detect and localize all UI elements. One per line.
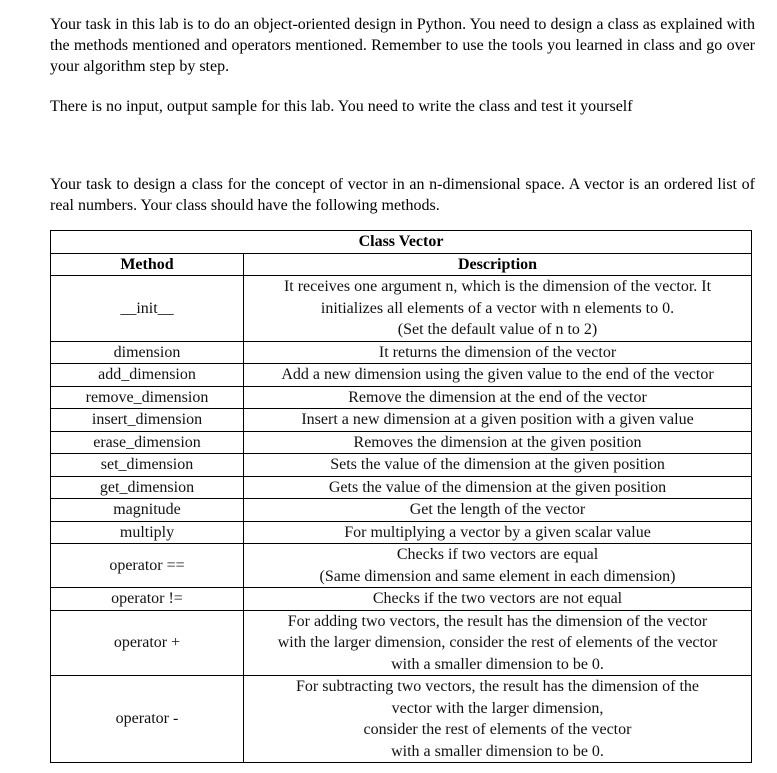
- table-row: [51, 499, 752, 522]
- table-row: [51, 276, 752, 342]
- method-name-cell: __init__: [51, 276, 244, 342]
- description-line: with a smaller dimension to be 0.: [391, 655, 604, 673]
- method-description-cell: [244, 409, 752, 432]
- table-row: [51, 676, 752, 763]
- table-row: [51, 386, 752, 409]
- method-name-cell: operator !=: [51, 588, 244, 611]
- table-row: [51, 431, 752, 454]
- method-description-cell: [244, 364, 752, 387]
- table-row: [51, 409, 752, 432]
- description-line: For adding two vectors, the result has the dimension of the vector: [287, 612, 708, 630]
- method-name-cell: get_dimension: [51, 476, 244, 499]
- description-line: Insert a new dimension at a given position with a given value: [301, 411, 694, 428]
- description-line: For subtracting two vectors, the result has the dimension of the: [295, 678, 700, 695]
- description-line: It returns the dimension of the vector: [378, 343, 617, 361]
- table-caption-row: [51, 231, 752, 254]
- method-description-cell: [244, 476, 752, 499]
- method-description-cell: [244, 499, 752, 522]
- method-name-cell: remove_dimension: [51, 386, 244, 409]
- method-description-cell: [244, 676, 752, 763]
- method-description-cell: [244, 341, 752, 364]
- intro-paragraph-3: Your task to design a class for the concept of vector in an n-dimensional space. A vector is an ordered list of real numbers. Your class should have the following methods.: [50, 176, 755, 214]
- table-row: [51, 521, 752, 544]
- method-description-cell: [244, 276, 752, 342]
- description-line: consider the rest of elements of the vector: [363, 721, 632, 738]
- intro-paragraph-1: Your task in this lab is to do an object-oriented design in Python. You need to design a class as explained with the methods mentioned and operators mentioned. Remember to use the tools you learned in class and go over your algorithm step by step.: [50, 16, 755, 75]
- description-line: (Set the default value of n to 2): [397, 321, 598, 338]
- method-description-cell: [244, 521, 752, 544]
- table-row: [51, 476, 752, 499]
- description-line: Removes the dimension at the given position: [353, 433, 642, 451]
- description-line: Sets the value of the dimension at the given position: [330, 456, 665, 473]
- description-line: Checks if two vectors are equal: [396, 546, 599, 563]
- method-name-cell: magnitude: [51, 499, 244, 522]
- description-line: with a smaller dimension to be 0.: [391, 742, 604, 760]
- description-line: Add a new dimension using the given value to the end of the vector: [281, 366, 714, 383]
- description-line: Remove the dimension at the end of the vector: [348, 388, 647, 406]
- method-name-cell: operator -: [51, 676, 244, 763]
- method-description-cell: [244, 386, 752, 409]
- method-name-cell: dimension: [51, 341, 244, 364]
- class-vector-table: [50, 230, 752, 763]
- table-header-row: [51, 253, 752, 276]
- description-line: For multiplying a vector by a given scalar value: [344, 523, 651, 541]
- description-line: (Same dimension and same element in each dimension): [319, 567, 676, 585]
- description-line: Get the length of the vector: [409, 501, 586, 518]
- header-description: Description: [244, 253, 752, 276]
- description-line: with the larger dimension, consider the rest of elements of the vector: [277, 634, 718, 651]
- description-line: vector with the larger dimension,: [391, 699, 604, 717]
- method-name-cell: operator ==: [51, 544, 244, 588]
- intro-paragraph-2: There is no input, output sample for this lab. You need to write the class and test it yourself: [50, 98, 633, 115]
- method-description-cell: [244, 610, 752, 676]
- table-row: [51, 364, 752, 387]
- header-method: Method: [51, 253, 244, 276]
- method-name-cell: multiply: [51, 521, 244, 544]
- method-name-cell: erase_dimension: [51, 431, 244, 454]
- method-description-cell: [244, 454, 752, 477]
- method-description-cell: [244, 544, 752, 588]
- description-line: Checks if the two vectors are not equal: [372, 590, 623, 607]
- table-row: [51, 454, 752, 477]
- table-row: [51, 610, 752, 676]
- method-name-cell: set_dimension: [51, 454, 244, 477]
- description-line: It receives one argument n, which is the dimension of the vector. It: [283, 278, 712, 295]
- method-name-cell: add_dimension: [51, 364, 244, 387]
- method-description-cell: [244, 588, 752, 611]
- method-description-cell: [244, 431, 752, 454]
- table-row: [51, 341, 752, 364]
- table-row: [51, 588, 752, 611]
- table-caption: Class Vector: [51, 231, 752, 254]
- method-name-cell: insert_dimension: [51, 409, 244, 432]
- description-line: Gets the value of the dimension at the given position: [328, 478, 667, 496]
- description-line: initializes all elements of a vector with n elements to 0.: [320, 299, 675, 317]
- method-name-cell: operator +: [51, 610, 244, 676]
- table-row: [51, 544, 752, 588]
